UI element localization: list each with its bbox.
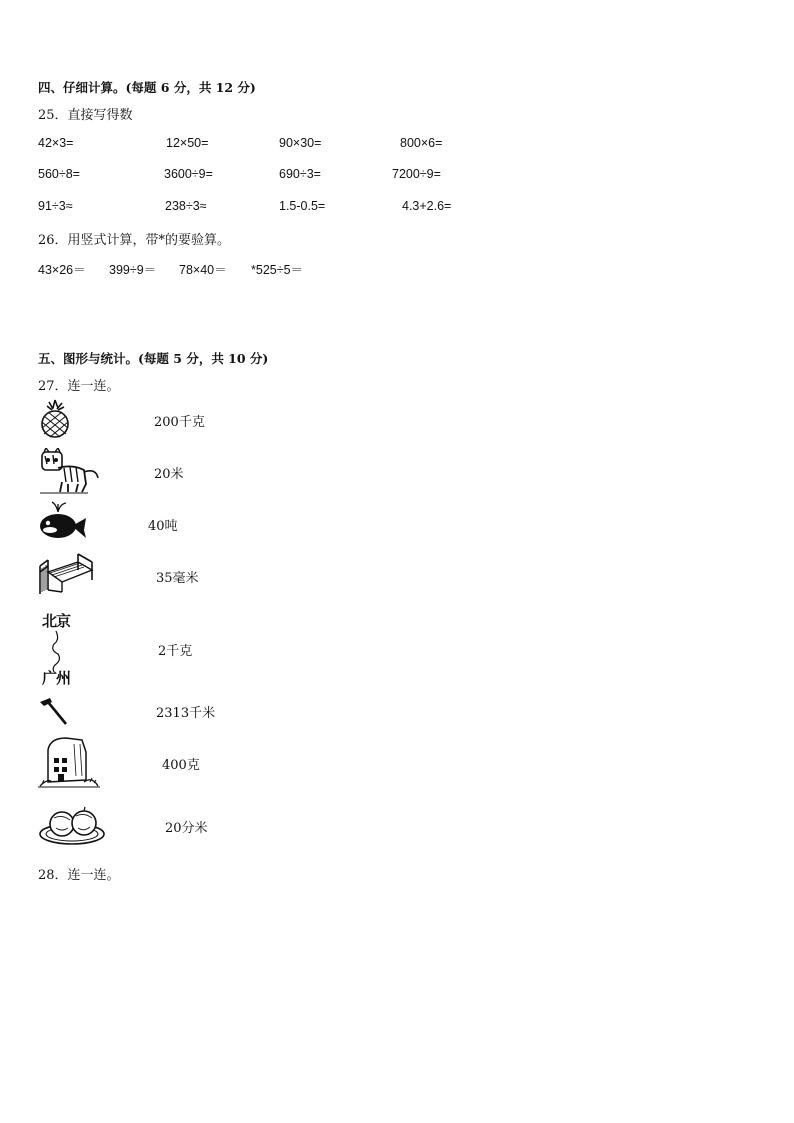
calc-item: 800×6= [400,136,443,150]
beijing-guangzhou-route-icon [40,610,84,690]
calc-item: 42×3= [38,136,74,150]
calc-item: 238÷3≈ [165,199,207,213]
match-option: 20分米 [165,821,208,836]
vertical-calc-item: *525÷5＝ [251,263,304,277]
match-option: 2313千米 [156,706,216,721]
calc-item: 690÷3= [279,167,321,181]
question-25-label: 25．直接写得数 [38,108,133,123]
apples-plate-icon [38,806,106,846]
calc-item: 4.3+2.6= [402,199,452,213]
match-option: 20米 [154,467,184,482]
match-option: 200千克 [154,415,205,430]
match-option: 2千克 [158,644,193,659]
vertical-calc-item: 43×26＝ [38,263,86,277]
calc-item: 90×30= [279,136,322,150]
calc-item: 3600÷9= [164,167,213,181]
match-option: 40吨 [148,519,178,534]
match-option: 35毫米 [156,571,199,586]
section-5-heading: 五、图形与统计。(每题 5 分，共 10 分) [38,351,269,366]
section-4-heading: 四、仔细计算。(每题 6 分，共 12 分) [38,80,256,95]
vertical-calc-item: 399÷9＝ [109,263,157,277]
question-28-label: 28．连一连。 [38,868,120,883]
calc-item: 1.5-0.5= [279,199,326,213]
calc-item: 12×50= [166,136,209,150]
calc-item: 560÷8= [38,167,80,181]
question-27-label: 27．连一连。 [38,379,120,394]
pineapple-icon [38,398,72,438]
tiger-icon [38,448,100,496]
map-label-guangzhou: 广州 [42,669,71,687]
map-label-beijing: 北京 [42,612,71,630]
building-icon [38,736,100,790]
nail-icon [38,696,72,726]
calc-item: 7200÷9= [392,167,441,181]
calc-item: 91÷3≈ [38,199,73,213]
question-26-label: 26．用竖式计算，带*的要验算。 [38,233,231,248]
whale-icon [38,500,88,544]
vertical-calc-item: 78×40＝ [179,263,227,277]
bed-icon [38,550,94,596]
match-option: 400克 [162,758,200,773]
